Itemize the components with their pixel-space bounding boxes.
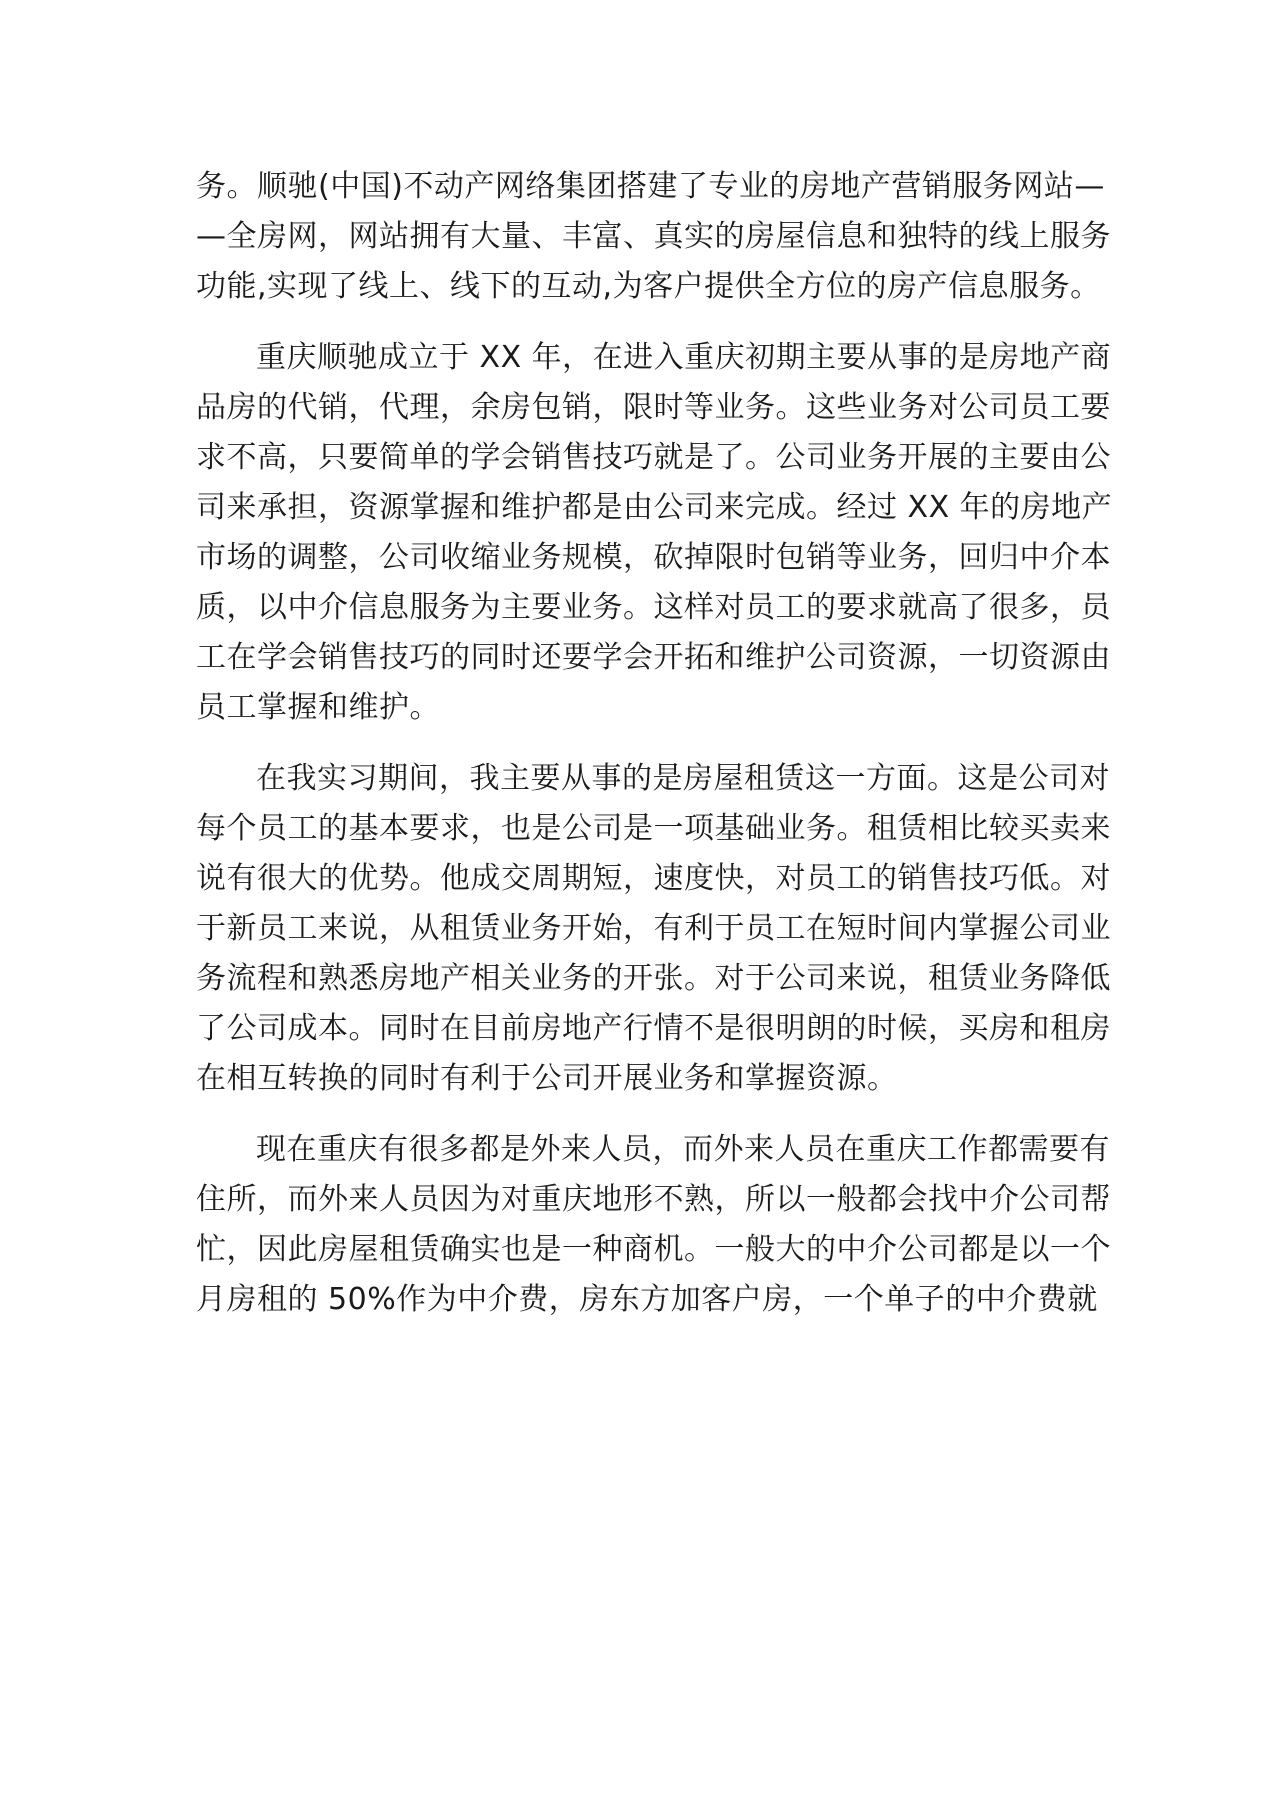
paragraph-1	[196, 162, 1111, 312]
text-line: 于新员工来说，从租赁业务开始，有利于员工在短时间内掌握公司业	[196, 911, 1111, 946]
text-line: 月房租的 50%作为中介费，房东方加客户房，一个单子的中介费就	[196, 1282, 1098, 1317]
text-line: 在相互转换的同时有利于公司开展业务和掌握资源。	[196, 1061, 898, 1096]
paragraph-2	[196, 333, 1113, 733]
text-line: 市场的调整，公司收缩业务规模，砍掉限时包销等业务，回归中介本	[196, 540, 1111, 575]
text-line: 求不高，只要简单的学会销售技巧就是了。公司业务开展的主要由公	[196, 440, 1111, 475]
text-line: 工在学会销售技巧的同时还要学会开拓和维护公司资源，一切资源由	[196, 640, 1111, 675]
text-line: 说有很大的优势。他成交周期短，速度快，对员工的销售技巧低。对	[196, 861, 1111, 896]
text-line: 在我实习期间，我主要从事的是房屋租赁这一方面。这是公司对	[256, 761, 1110, 796]
text-line: 现在重庆有很多都是外来人员，而外来人员在重庆工作都需要有	[256, 1132, 1110, 1167]
text-line: —全房网，网站拥有大量、丰富、真实的房屋信息和独特的线上服务	[196, 219, 1111, 254]
text-line: 忙，因此房屋租赁确实也是一种商机。一般大的中介公司都是以一个	[196, 1232, 1111, 1267]
text-line: 功能,实现了线上、线下的互动,为客户提供全方位的房产信息服务。	[196, 269, 1101, 304]
text-line: 质，以中介信息服务为主要业务。这样对员工的要求就高了很多，员	[196, 590, 1111, 625]
text-line: 住所，而外来人员因为对重庆地形不熟，所以一般都会找中介公司帮	[196, 1182, 1111, 1217]
text-line: 员工掌握和维护。	[196, 690, 440, 725]
text-line: 品房的代销，代理，余房包销，限时等业务。这些业务对公司员工要	[196, 390, 1111, 425]
text-line: 了公司成本。同时在目前房地产行情不是很明朗的时候，买房和租房	[196, 1011, 1111, 1046]
text-line: 务。顺驰(中国)不动产网络集团搭建了专业的房地产营销服务网站—	[196, 169, 1105, 204]
text-line: 重庆顺驰成立于 XX 年，在进入重庆初期主要从事的是房地产商	[256, 340, 1112, 375]
document-body	[196, 162, 1113, 1346]
text-line: 每个员工的基本要求，也是公司是一项基础业务。租赁相比较买卖来	[196, 811, 1111, 846]
text-line: 司来承担，资源掌握和维护都是由公司来完成。经过 XX 年的房地产	[196, 490, 1113, 525]
paragraph-3	[196, 754, 1111, 1104]
text-line: 务流程和熟悉房地产相关业务的开张。对于公司来说，租赁业务降低	[196, 961, 1111, 996]
paragraph-4	[196, 1125, 1111, 1325]
